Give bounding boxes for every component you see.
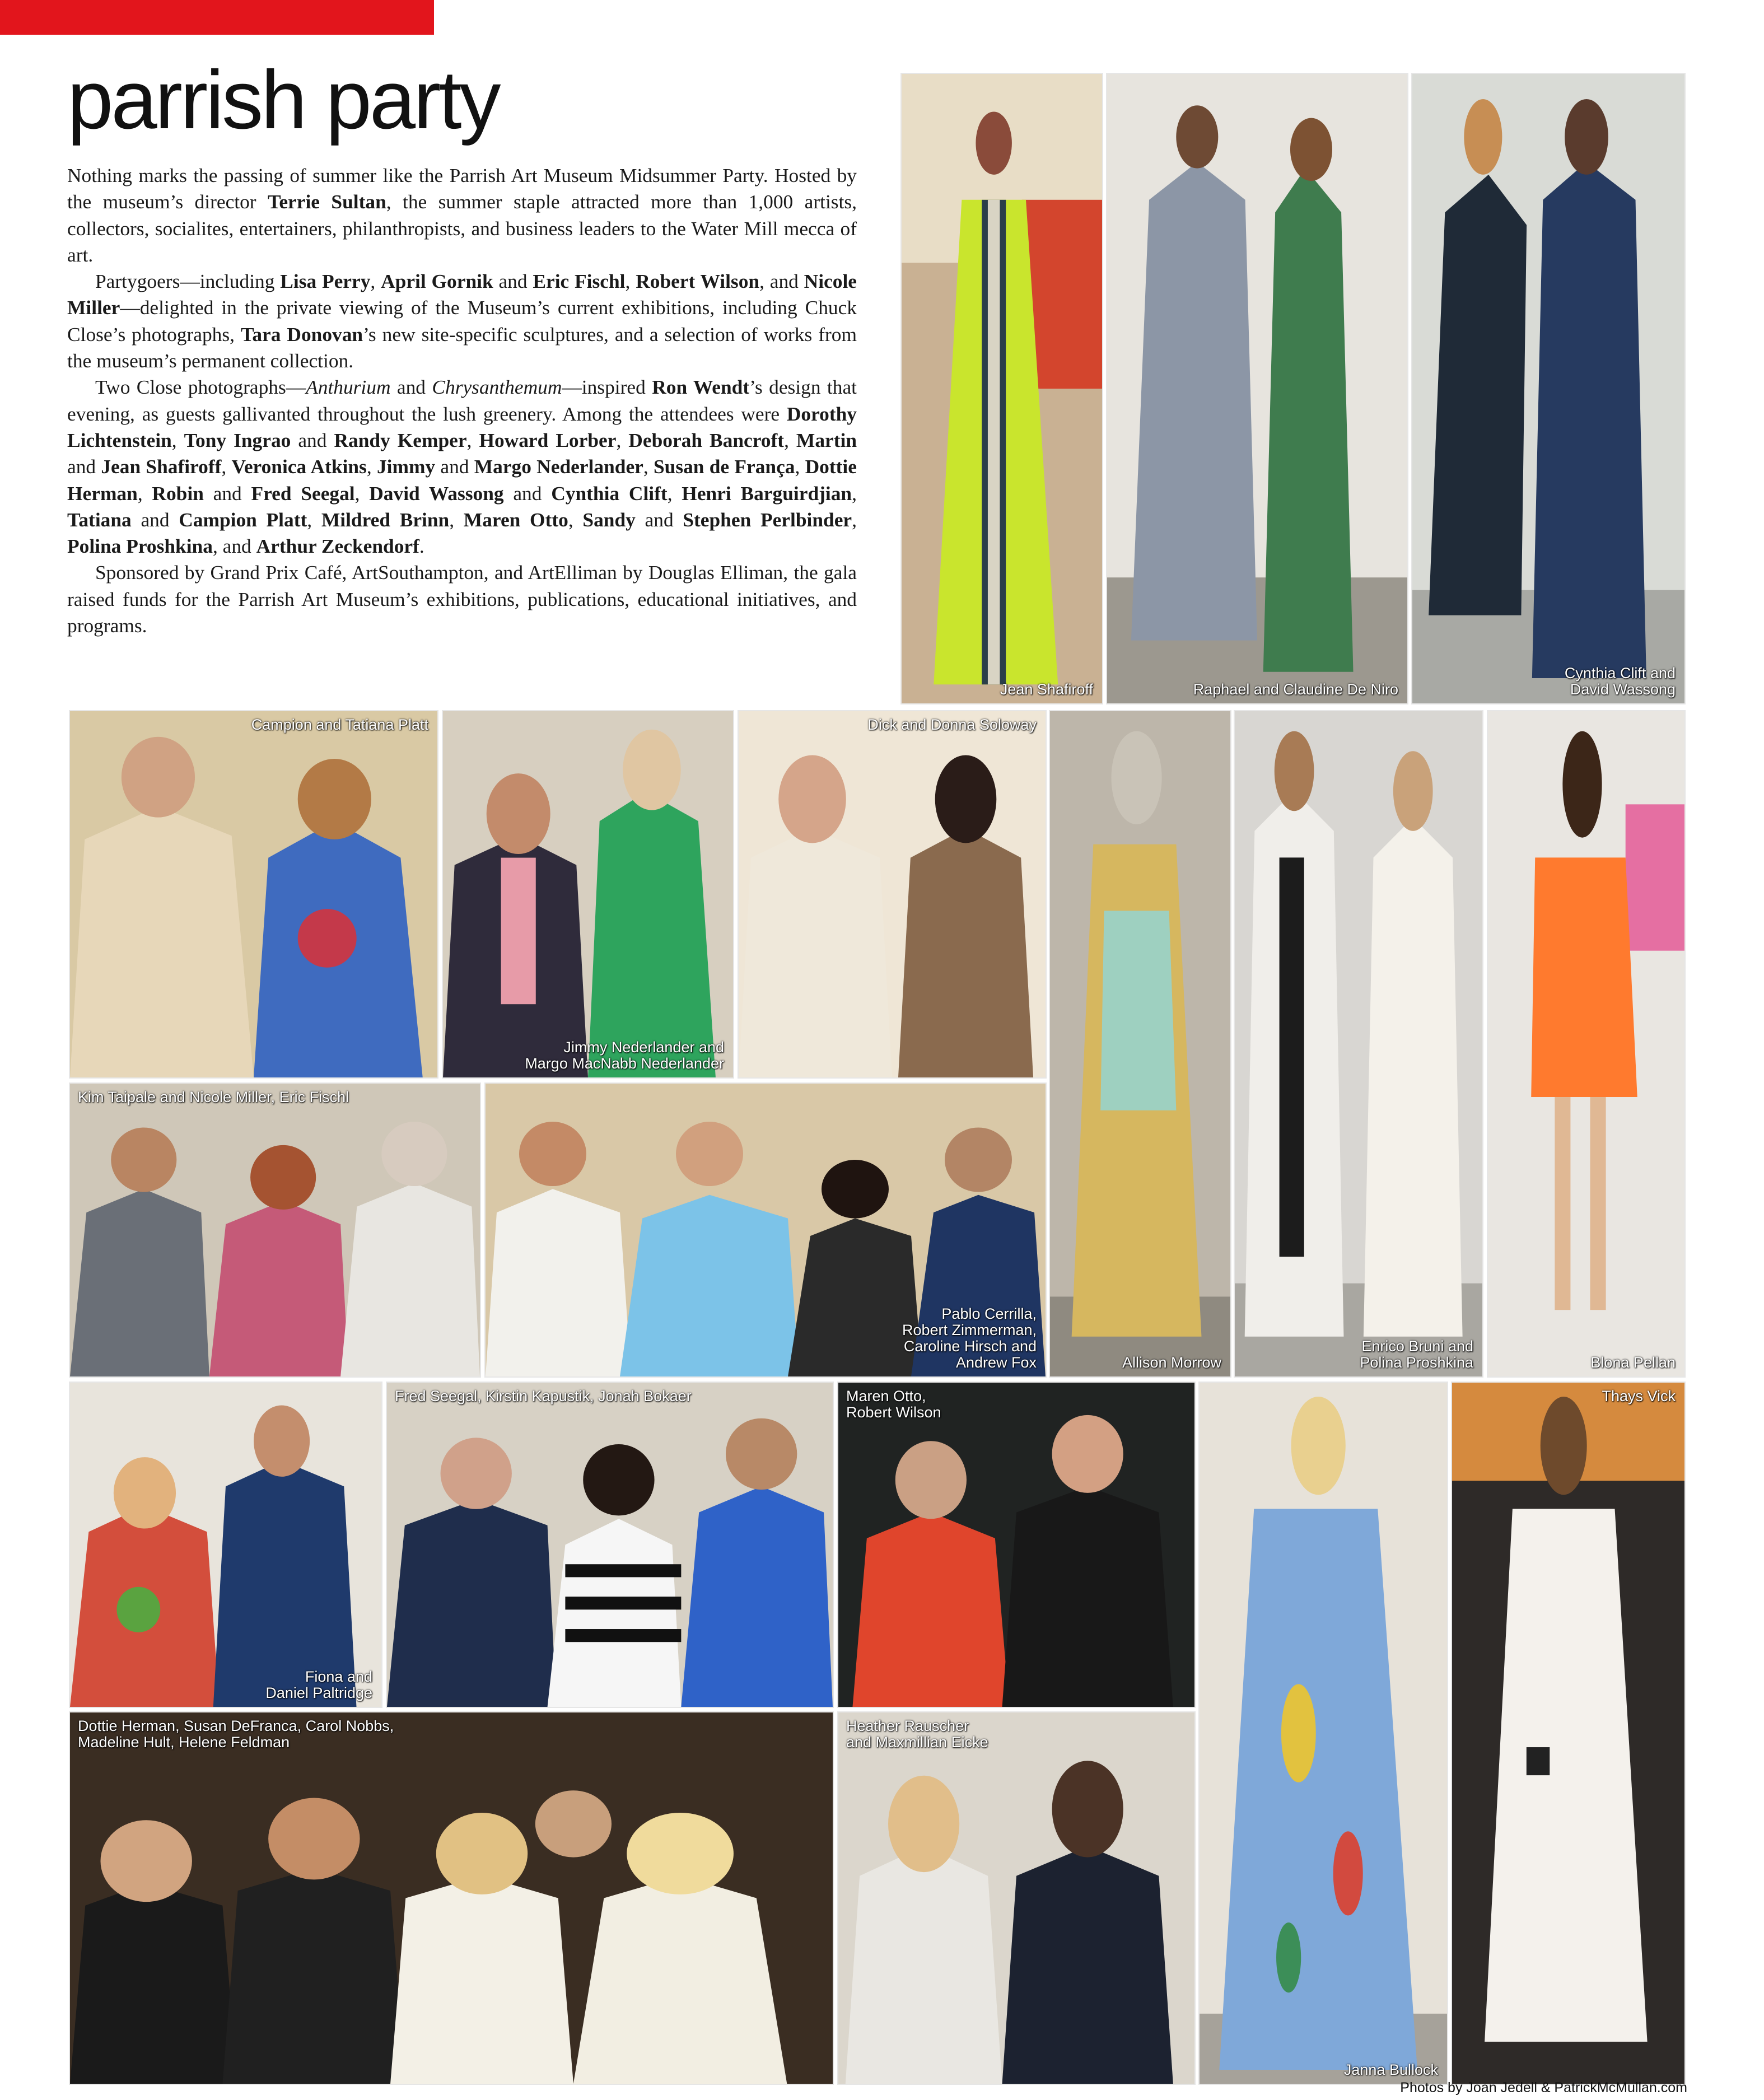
photo-credit: Photos by Joan Jedell & PatrickMcMullan.com (1400, 2080, 1687, 2096)
bold-name: Jean Shafiroff (101, 455, 222, 478)
photo-image (1107, 74, 1407, 703)
photo-image (70, 1712, 833, 2084)
photo-image (70, 1084, 480, 1376)
photo-enrico-bruni-polina-proshkina (1234, 710, 1483, 1378)
photo-image (838, 1383, 1194, 1707)
bold-name: Mildred Brinn (321, 508, 450, 531)
bold-name: Eric Fischl (533, 270, 626, 293)
photo-image (1412, 74, 1684, 703)
bold-name: Veronica Atkins (231, 455, 367, 478)
photo-caption: Thays Vick (1602, 1388, 1676, 1404)
bold-name: Campion Platt (179, 508, 307, 531)
bold-name: Tatiana (67, 508, 132, 531)
photo-caption: Fred Seegal, Kirstin Kapustik, Jonah Bokaer (395, 1388, 692, 1404)
bold-name: Terrie Sultan (267, 190, 386, 213)
bold-name: April Gornik (381, 270, 493, 293)
photo-jean-shafiroff (900, 73, 1103, 704)
photo-caption: Campion and Tatiana Platt (251, 716, 428, 733)
bold-name: Tara Donovan (240, 323, 363, 346)
bold-name: Arthur Zeckendorf (256, 535, 419, 558)
bold-name: Tony Ingrao (184, 428, 291, 451)
photo-image (838, 1712, 1194, 2084)
bold-name: Dorothy Lichtenstein (67, 402, 857, 451)
photo-janna-bullock (1198, 1382, 1448, 2085)
page-title: parrish party (67, 54, 499, 146)
photo-heather-rauscher-maxmillian-eicke (837, 1711, 1196, 2085)
bold-name: Fred Seegal (251, 482, 355, 505)
article-paragraph-2: Partygoers—including Lisa Perry, April Gornik and Eric Fischl, Robert Wilson, and Nicole Miller—delighted in the private viewing of the Museum’s current exhibitions, including Chuck Close’s photographs, Tara Donovan’s new site-specific sculptures, and a selection of works from the museum’s permanent collection. (67, 270, 857, 372)
photo-image (739, 711, 1046, 1077)
bold-name: Jimmy (376, 455, 436, 478)
photo-caption: Blona Pellan (1590, 1354, 1676, 1371)
photo-caption: Heather Rauscher and Maxmillian Eicke (846, 1718, 988, 1751)
bold-name: Cynthia Clift (551, 482, 668, 505)
photo-allison-morrow (1049, 710, 1231, 1378)
article-paragraph-1: Nothing marks the passing of summer like the Parrish Art Museum Midsummer Party. Hosted by the museum’s director Terrie Sultan, the summer staple attracted more than 1,000 artists, collectors, socialites, entertainers, philanthropists, and business leaders to the Water Mill mecca of art. (67, 164, 857, 266)
photo-thays-vick (1451, 1382, 1686, 2085)
photo-caption: Fiona and Daniel Paltridge (265, 1668, 372, 1701)
bold-name: Stephen Perlbinder (683, 508, 852, 531)
photo-pablo-cerrilla-group (484, 1082, 1047, 1378)
photo-image (1200, 1383, 1447, 2084)
photo-caption: Jimmy Nederlander and Margo MacNabb Nederlander (525, 1039, 724, 1072)
bold-name: Martin (796, 428, 857, 451)
photo-caption: Allison Morrow (1122, 1354, 1221, 1371)
photo-jimmy-margo-nederlander (442, 710, 734, 1079)
bold-name: Maren Otto (463, 508, 568, 531)
photo-image (70, 711, 437, 1077)
bold-name: Margo Nederlander (474, 455, 643, 478)
photo-caption: Kim Taipale and Nicole Miller, Eric Fischl (78, 1089, 349, 1105)
header-accent-bar (0, 0, 434, 35)
bold-name: David Wassong (369, 482, 504, 505)
photo-image (443, 711, 733, 1077)
photo-caption: Maren Otto, Robert Wilson (846, 1388, 941, 1421)
photo-image (902, 74, 1102, 703)
bold-name: Dottie Herman (67, 455, 857, 505)
bold-name: Howard Lorber (479, 428, 617, 451)
photo-dick-donna-soloway (738, 710, 1047, 1079)
photo-caption: Enrico Bruni and Polina Proshkina (1360, 1338, 1473, 1371)
photo-dottie-herman-group (69, 1711, 834, 2085)
bold-name: Randy Kemper (334, 428, 467, 451)
bold-name: Susan de França (653, 455, 795, 478)
bold-name: Ron Wendt (652, 376, 750, 399)
photo-caption: Raphael and Claudine De Niro (1193, 681, 1398, 698)
bold-name: Nicole Miller (67, 270, 857, 319)
photo-image (70, 1383, 381, 1707)
photo-maren-otto-robert-wilson (837, 1382, 1196, 1708)
photo-fiona-daniel-paltridge (69, 1382, 382, 1708)
article-paragraph-3: Two Close photographs—Anthurium and Chrysanthemum—inspired Ron Wendt’s design that evening, as guests gallivanted throughout the lush greenery. Among the attendees were Dorothy Lichtenstein, Tony Ingrao and Randy Kemper, Howard Lorber, Deborah Bancroft, Martin and Jean Shafiroff, Veronica Atkins, Jimmy and Margo Nederlander, Susan de França, Dottie Herman, Robin and Fred Seegal, David Wassong and Cynthia Clift, Henri Barguirdjian, Tatiana and Campion Platt, Mildred Brinn, Maren Otto, Sandy and Stephen Perlbinder, Polina Proshkina, and Arthur Zeckendorf. (67, 376, 857, 558)
bold-name: Sandy (582, 508, 636, 531)
photo-caption: Janna Bullock (1343, 2061, 1438, 2078)
photo-image (1452, 1383, 1684, 2084)
article-paragraph-4: Sponsored by Grand Prix Café, ArtSouthampton, and ArtElliman by Douglas Elliman, the gala raised funds for the Parrish Art Museum’s exhibitions, publications, educational initiatives, and programs. (67, 561, 857, 637)
article-body (67, 162, 857, 639)
bold-name: Robert Wilson (636, 270, 760, 293)
photo-blona-pellan (1487, 710, 1686, 1378)
photo-campion-tatiana-platt (69, 710, 438, 1079)
italic-title: Anthurium (306, 376, 391, 399)
bold-name: Polina Proshkina (67, 535, 213, 558)
italic-title: Chrysanthemum (432, 376, 562, 399)
photo-fred-seegal-kirstin-kapustik-jonah-bokaer (386, 1382, 834, 1708)
photo-image (1235, 711, 1482, 1376)
photo-caption: Cynthia Clift and David Wassong (1564, 665, 1676, 698)
photo-raphael-claudine-de-niro (1106, 73, 1408, 704)
bold-name: Lisa Perry (280, 270, 371, 293)
bold-name: Henri Barguirdjian (682, 482, 852, 505)
photo-cynthia-clift-david-wassong (1411, 73, 1686, 704)
photo-image (1050, 711, 1230, 1376)
bold-name: Deborah Bancroft (628, 428, 785, 451)
photo-caption: Jean Shafiroff (1000, 681, 1093, 698)
bold-name: Robin (152, 482, 204, 505)
photo-caption: Pablo Cerrilla, Robert Zimmerman, Caroline Hirsch and Andrew Fox (902, 1305, 1037, 1371)
photo-image (1488, 711, 1684, 1376)
photo-caption: Dick and Donna Soloway (867, 716, 1037, 733)
photo-kim-taipale-nicole-miller-eric-fischl (69, 1082, 481, 1378)
photo-caption: Dottie Herman, Susan DeFranca, Carol Nobbs, Madeline Hult, Helene Feldman (78, 1718, 394, 1751)
photo-image (387, 1383, 833, 1707)
